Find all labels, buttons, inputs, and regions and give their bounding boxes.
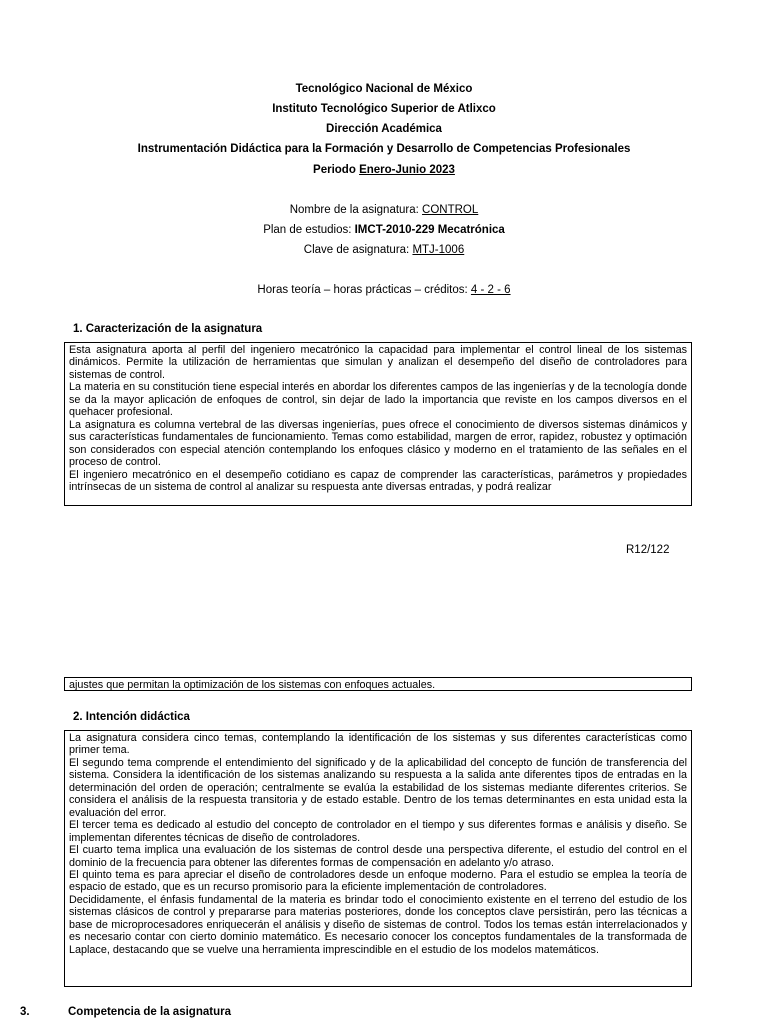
hours-credits-label: Horas teoría – horas prácticas – créditos: — [257, 284, 471, 296]
section-2-paragraph: Decididamente, el énfasis fundamental de la materia es brindar todo el conocimiento existente en el terreno del estudio de los sistemas clásicos de control y prepararse para materias posteriores, donde los conceptos clave persistirán, pero las técnicas a base de microprocesadores enriquecerán el análisis y diseño de sistemas de control. Todos los temas están interrelacionados y es necesario contar con cierto dominio matemático. Es necesario conocer los conceptos fundamentales de la transformada de Laplace, destacando que se vuelve una herramienta imprescindible en el estudio de los modelos matemáticos. — [69, 893, 687, 956]
section-2-paragraph: El cuarto tema implica una evaluación de los sistemas de control desde una perspectiva diferente, el estudio del control en el dominio de la frecuencia para obtener las diferentes formas de compensación en adelanto y/o atraso. — [69, 844, 687, 869]
subject-name-value: CONTROL — [422, 204, 479, 216]
section-2-paragraph: El tercer tema es dedicado al estudio del concepto de controlador en el tiempo y sus diferentes formas e análisis y diseño. Se implementan diferentes técnicas de diseño de controladores. — [69, 819, 687, 844]
subject-name-label: Nombre de la asignatura: — [289, 204, 423, 216]
study-plan-label: Plan de estudios: — [263, 224, 355, 236]
section-2-paragraph: El segundo tema comprende el entendimiento del significado y de la aplicabilidad del concepto de función de transferencia del sistema. Considera la identificación de los sistemas analizando su respuesta a la salida ante diferentes tipos de entradas en la determinación del orden de operación; centralmente se evalúa la estabilidad de los sistemas mediante diferentes criterios. Se considera el análisis de la respuesta transitoria y de estado estable. Dentro de los temas determinantes en esta unidad esta la evaluación del error. — [69, 756, 687, 819]
section-1-paragraph: La asignatura es columna vertebral de las diversas ingenierías, pues ofrece el conocimiento de diversos sistemas dinámicos y sus características fundamentales de funcionamiento. Temas como estabilidad, margen de error, rapidez, robustez y optimación son considerados con especial atención contemplando los enfoques clásico y moderno en el tratamiento de las señales en el proceso de control. — [69, 418, 687, 469]
section-1-continuation: ajustes que permitan la optimización de los sistemas con enfoques actuales. — [69, 679, 436, 691]
section-1-title: 1. Caracterización de la asignatura — [73, 323, 263, 335]
subject-key-line — [0, 243, 768, 257]
hours-credits-line — [0, 283, 768, 297]
period-line — [0, 163, 768, 177]
section-1-box — [64, 342, 692, 506]
hours-credits-value: 4 - 2 - 6 — [470, 284, 511, 296]
section-1-paragraph: La materia en su constitución tiene especial interés en abordar los diferentes campos de las ingenierías y de la tecnología donde se da la mayor aplicación de enfoques de control, sin dejar de lado la importancia que reviste en los campos diversos en el quehacer profesional. — [69, 381, 687, 419]
study-plan-line — [0, 223, 768, 237]
study-plan-value: IMCT-2010-229 Mecatrónica — [354, 224, 505, 236]
subject-key-value: MTJ-1006 — [412, 244, 465, 256]
section-2-paragraph: El quinto tema es para apreciar el diseño de controladores desde un enfoque moderno. Para el estudio se emplea la teoría de espacio de estado, que es un recurso promisorio para la eficiente implementación de controladores. — [69, 868, 687, 894]
section-1-paragraph: El ingeniero mecatrónico en el desempeño cotidiano es capaz de comprender las características, parámetros y propiedades intrínsecas de un sistema de control al analizar su respuesta ante diversas entradas, y podrá realizar — [69, 468, 687, 493]
subject-key-label: Clave de asignatura: — [303, 244, 413, 256]
section-3-title: Competencia de la asignatura — [68, 1006, 231, 1018]
page-reference: R12/122 — [626, 544, 670, 556]
institution-local: Instituto Tecnológico Superior de Atlixco — [272, 103, 496, 115]
section-1-paragraph: Esta asignatura aporta al perfil del ingeniero mecatrónico la capacidad para implementar el control lineal de los sistemas dinámicos. Permite la utilización de herramientas que simulan y analizan el desempeño del diseño de controladores para sistemas de control. — [69, 344, 687, 381]
institution-national: Tecnológico Nacional de México — [295, 83, 473, 95]
section-1-continuation-box — [64, 677, 692, 691]
section-2-box — [64, 730, 692, 987]
section-2-title: 2. Intención didáctica — [73, 711, 190, 723]
department: Dirección Académica — [326, 123, 442, 135]
period-label: Periodo — [313, 164, 360, 176]
subject-name-line — [0, 203, 768, 217]
section-3-number: 3. — [20, 1006, 30, 1018]
document-title: Instrumentación Didáctica para la Formación y Desarrollo de Competencias Profesionales — [137, 143, 631, 155]
section-2-paragraph: La asignatura considera cinco temas, contemplando la identificación de los sistemas y sus diferentes características como primer tema. — [69, 732, 687, 757]
period-value: Enero-Junio 2023 — [359, 164, 455, 176]
